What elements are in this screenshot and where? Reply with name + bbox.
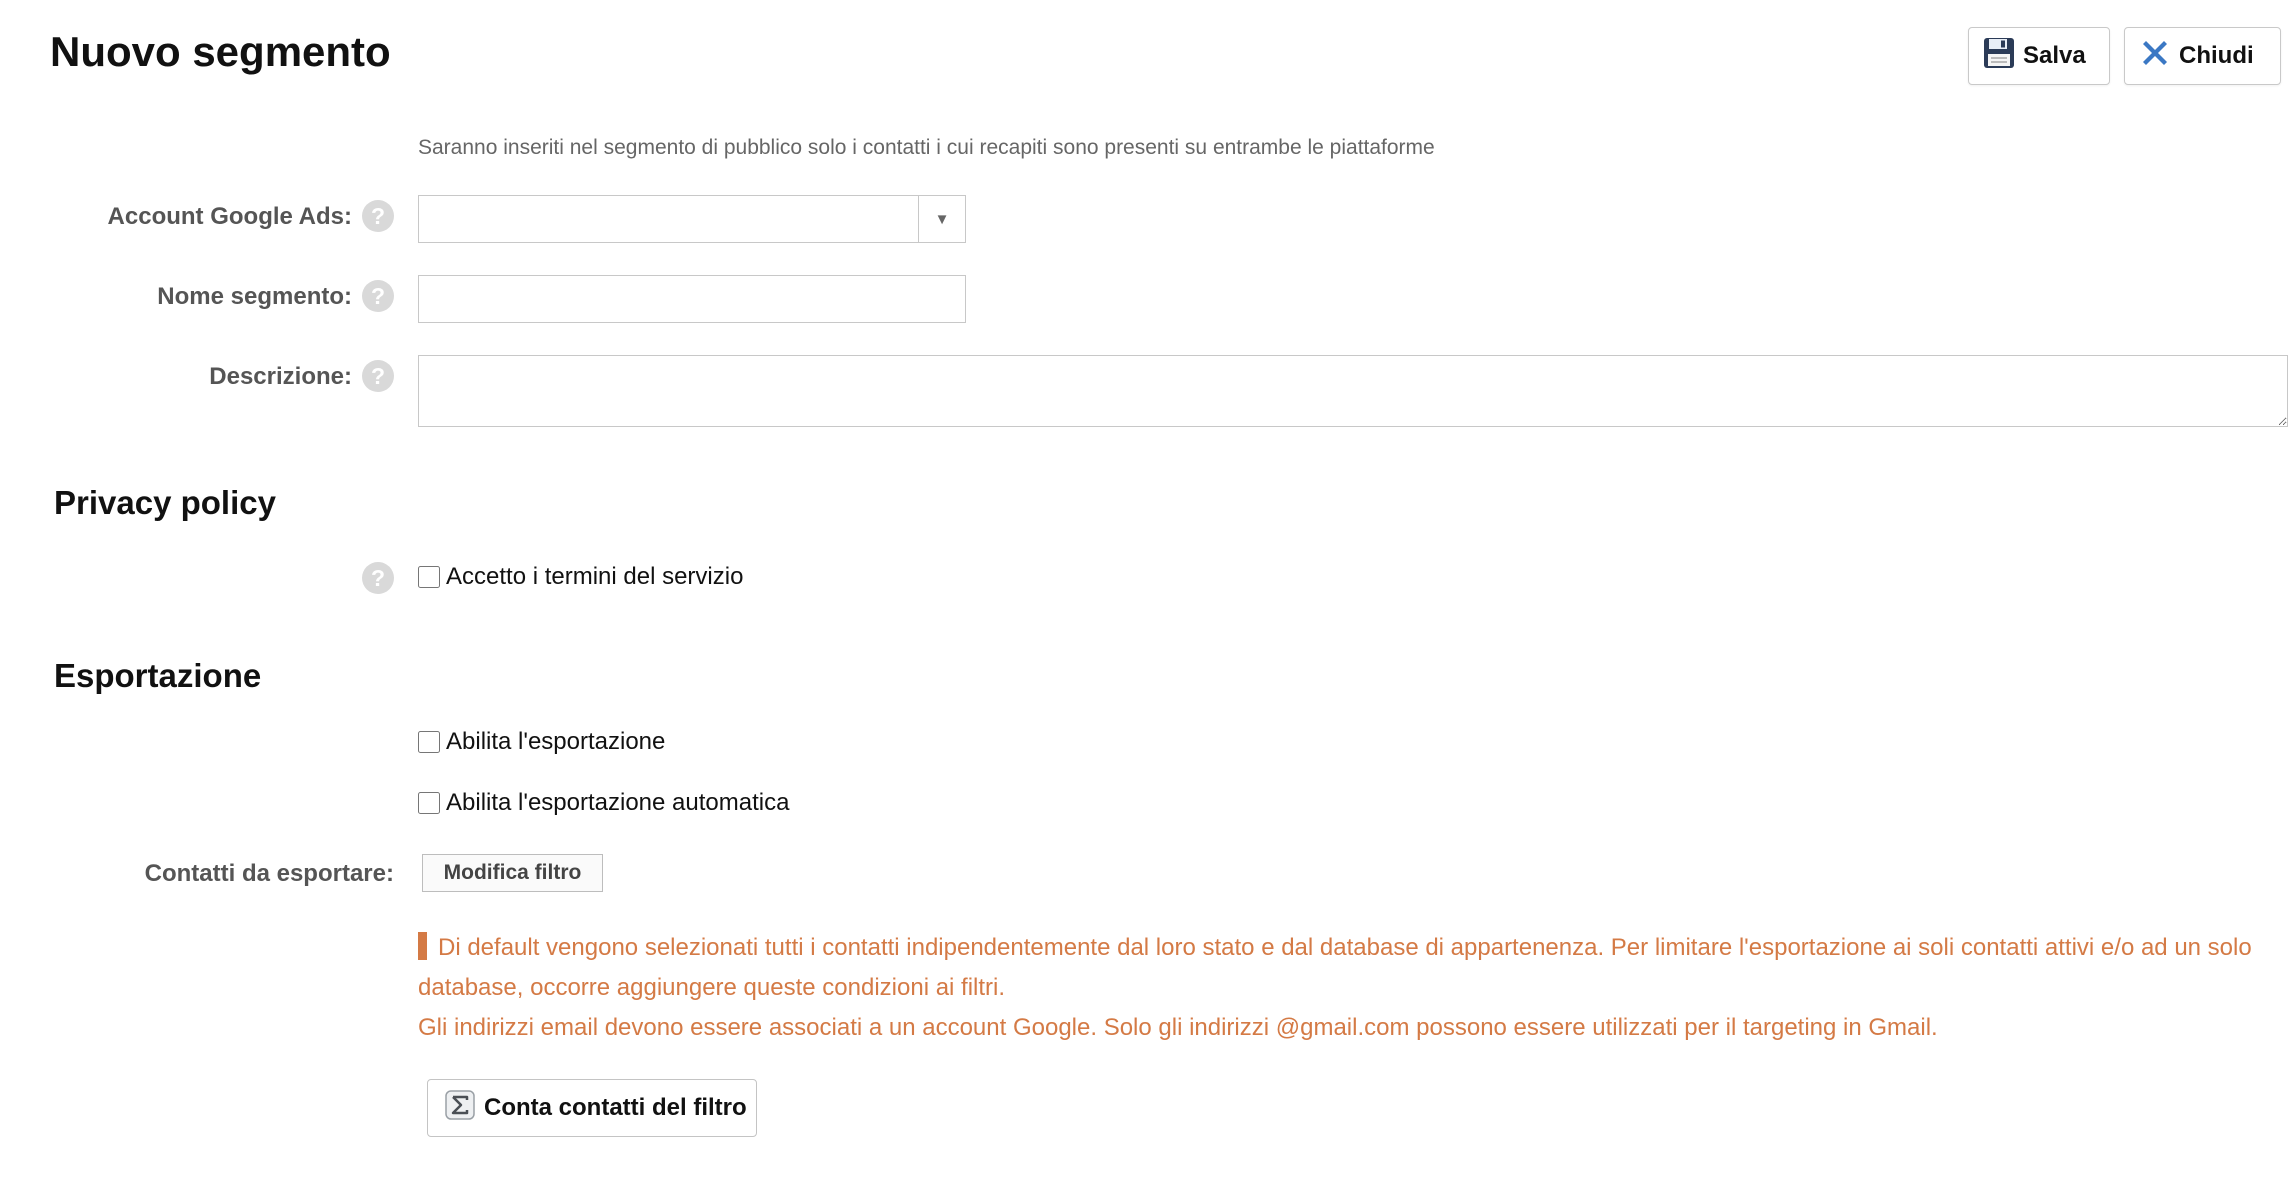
export-warning-line1	[418, 928, 2258, 1008]
triangle-down-icon[interactable]: ▼	[918, 196, 965, 242]
segment-name-input[interactable]	[418, 275, 966, 323]
export-warning-note	[418, 928, 2258, 1048]
page-title: Nuovo segmento	[50, 28, 391, 75]
export-section-title: Esportazione	[54, 657, 262, 694]
account-select[interactable]	[418, 195, 966, 243]
save-button[interactable]	[1968, 27, 2110, 85]
save-button-label: Salva	[2023, 42, 2086, 69]
warning-bar	[418, 932, 427, 960]
close-button[interactable]	[2124, 27, 2281, 85]
auto-export-label: Abilita l'esportazione automatica	[446, 789, 790, 816]
accept-terms-checkbox[interactable]	[418, 566, 440, 588]
contacts-to-export-label: Contatti da esportare:	[144, 860, 394, 887]
accept-terms-row[interactable]	[418, 563, 743, 591]
accept-terms-label: Accetto i termini del servizio	[446, 563, 744, 590]
auto-export-row[interactable]	[418, 789, 789, 817]
question-circle-icon[interactable]: ?	[362, 562, 394, 594]
question-circle-icon[interactable]: ?	[362, 360, 394, 392]
question-circle-icon[interactable]: ?	[362, 280, 394, 312]
close-button-label: Chiudi	[2179, 42, 2254, 69]
export-warning-line2: Gli indirizzi email devono essere associati a un account Google. Solo gli indirizzi @gmail.com possono essere utilizzati per il targeting in Gmail.	[418, 1014, 1938, 1041]
sigma-icon	[444, 1089, 476, 1128]
edit-filter-button[interactable]: Modifica filtro	[422, 854, 603, 892]
enable-export-checkbox[interactable]	[418, 731, 440, 753]
description-textarea[interactable]	[418, 355, 2288, 427]
export-warning-line1-text: Di default vengono selezionati tutti i contatti indipendentemente dal loro stato e dal database di appartenenza. Per limitare l'esportazione ai soli contatti attivi e/o ad un solo database, occorre aggiungere queste condizioni ai filtri.	[418, 934, 2252, 1001]
description-label: Descrizione:	[209, 363, 352, 390]
name-label: Nome segmento:	[157, 283, 352, 310]
question-circle-icon[interactable]: ?	[362, 200, 394, 232]
account-label: Account Google Ads:	[107, 203, 352, 230]
floppy-disk-icon	[1983, 37, 2015, 76]
count-filter-contacts-label: Conta contatti del filtro	[484, 1094, 747, 1121]
platform-hint: Saranno inseriti nel segmento di pubblico solo i contatti i cui recapiti sono presenti su entrambe le piattaforme	[418, 136, 1435, 159]
x-close-icon	[2139, 37, 2171, 76]
enable-export-row[interactable]	[418, 728, 665, 756]
enable-export-label: Abilita l'esportazione	[446, 728, 666, 755]
privacy-section-title: Privacy policy	[54, 484, 276, 521]
auto-export-checkbox[interactable]	[418, 792, 440, 814]
count-filter-contacts-button[interactable]	[427, 1079, 757, 1137]
